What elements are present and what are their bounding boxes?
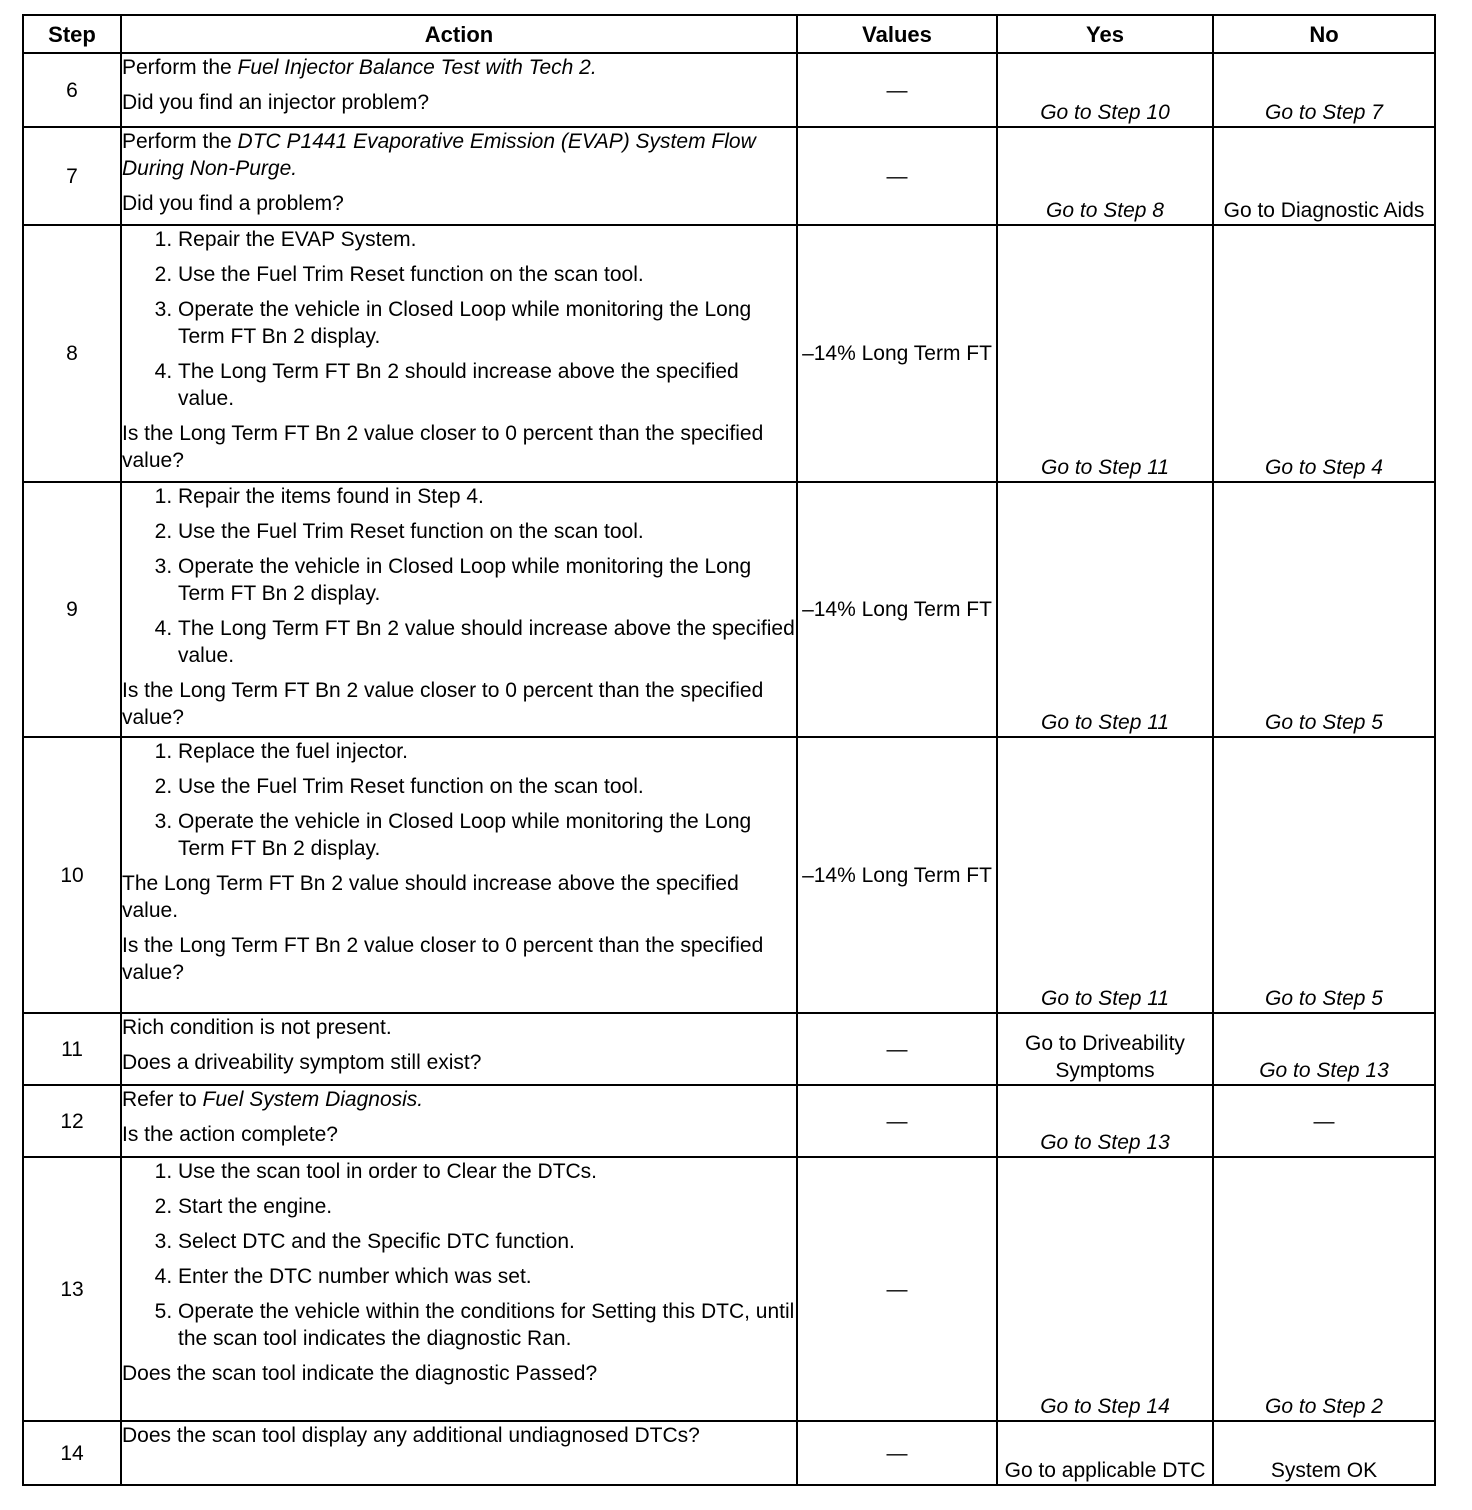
yes-link[interactable]: Go to Driveability Symptoms: [997, 1013, 1213, 1085]
action-cell: [121, 1421, 797, 1485]
action-text-plain: Perform the: [122, 130, 238, 153]
list-item: 3. Operate the vehicle in Closed Loop while monitoring the Long Term FT Bn 2 display.: [178, 808, 796, 862]
procedure-list: [122, 226, 796, 412]
table-row-step-13: [23, 1157, 1435, 1421]
diagnostic-table: [22, 14, 1436, 1486]
values-cell: —: [797, 1157, 997, 1421]
question-text: Is the Long Term FT Bn 2 value closer to 0 percent than the specified value?: [122, 934, 764, 984]
header-step: Step: [23, 15, 121, 53]
list-item: 2. Use the Fuel Trim Reset function on the scan tool.: [178, 773, 796, 800]
action-text: Rich condition is not present.: [122, 1016, 392, 1039]
list-item: 1. Repair the items found in Step 4.: [178, 483, 796, 510]
yes-link[interactable]: Go to Step 11: [997, 737, 1213, 1013]
list-item: 4. The Long Term FT Bn 2 value should increase above the specified value.: [178, 615, 796, 669]
header-row: [23, 15, 1435, 53]
list-item: 4. The Long Term FT Bn 2 should increase above the specified value.: [178, 358, 796, 412]
yes-link[interactable]: Go to Step 8: [997, 127, 1213, 225]
table-row-step-10: [23, 737, 1435, 1013]
step-number: 14: [23, 1421, 121, 1485]
question-text: Does the scan tool display any additional undiagnosed DTCs?: [122, 1424, 700, 1447]
list-item: 3. Operate the vehicle in Closed Loop while monitoring the Long Term FT Bn 2 display.: [178, 553, 796, 607]
yes-link[interactable]: Go to Step 10: [997, 53, 1213, 127]
no-link[interactable]: System OK: [1213, 1421, 1435, 1485]
step-number: 8: [23, 225, 121, 482]
no-link[interactable]: Go to Step 7: [1213, 53, 1435, 127]
table-row-step-9: [23, 482, 1435, 737]
list-item: 1. Repair the EVAP System.: [178, 226, 796, 253]
question-text: Is the Long Term FT Bn 2 value closer to 0 percent than the specified value?: [122, 422, 764, 472]
question-text: Did you find an injector problem?: [122, 91, 430, 114]
values-cell: –14% Long Term FT: [797, 737, 997, 1013]
step-number: 10: [23, 737, 121, 1013]
no-link[interactable]: Go to Step 2: [1213, 1157, 1435, 1421]
step-number: 7: [23, 127, 121, 225]
list-item: 2. Start the engine.: [178, 1193, 796, 1220]
yes-link[interactable]: Go to Step 11: [997, 225, 1213, 482]
action-cell: [121, 1085, 797, 1157]
step-number: 13: [23, 1157, 121, 1421]
no-link[interactable]: Go to Step 4: [1213, 225, 1435, 482]
list-item: 4. Enter the DTC number which was set.: [178, 1263, 796, 1290]
note-text: The Long Term FT Bn 2 value should increase above the specified value.: [122, 872, 739, 922]
no-link[interactable]: Go to Step 13: [1213, 1013, 1435, 1085]
values-cell: —: [797, 1013, 997, 1085]
procedure-reference: Fuel Injector Balance Test with Tech 2.: [237, 56, 597, 79]
values-cell: —: [797, 1085, 997, 1157]
table-row-step-12: [23, 1085, 1435, 1157]
procedure-reference: Fuel System Diagnosis.: [202, 1088, 424, 1111]
action-cell: [121, 225, 797, 482]
values-cell: –14% Long Term FT: [797, 482, 997, 737]
step-number: 9: [23, 482, 121, 737]
step-number: 11: [23, 1013, 121, 1085]
yes-link[interactable]: Go to Step 11: [997, 482, 1213, 737]
action-text-plain: Perform the: [122, 56, 238, 79]
procedure-list: [122, 1158, 796, 1352]
action-cell: [121, 53, 797, 127]
procedure-list: [122, 738, 796, 862]
no-link[interactable]: Go to Step 5: [1213, 482, 1435, 737]
list-item: 3. Select DTC and the Specific DTC function.: [178, 1228, 796, 1255]
list-item: 5. Operate the vehicle within the conditions for Setting this DTC, until the scan tool indicates the diagnostic Ran.: [178, 1298, 796, 1352]
header-no: No: [1213, 15, 1435, 53]
no-link[interactable]: Go to Diagnostic Aids: [1213, 127, 1435, 225]
question-text: Is the action complete?: [122, 1123, 338, 1146]
question-text: Is the Long Term FT Bn 2 value closer to 0 percent than the specified value?: [122, 679, 764, 729]
table-row-step-7: [23, 127, 1435, 225]
list-item: 1. Use the scan tool in order to Clear the DTCs.: [178, 1158, 796, 1185]
table-row-step-11: [23, 1013, 1435, 1085]
values-cell: —: [797, 127, 997, 225]
values-cell: –14% Long Term FT: [797, 225, 997, 482]
no-link[interactable]: Go to Step 5: [1213, 737, 1435, 1013]
procedure-reference: DTC P1441 Evaporative Emission (EVAP) System Flow During Non-Purge.: [122, 130, 756, 180]
yes-link[interactable]: Go to applicable DTC: [997, 1421, 1213, 1485]
header-action: Action: [121, 15, 797, 53]
table-row-step-6: [23, 53, 1435, 127]
question-text: Does a driveability symptom still exist?: [122, 1051, 482, 1074]
list-item: 2. Use the Fuel Trim Reset function on the scan tool.: [178, 261, 796, 288]
values-cell: —: [797, 53, 997, 127]
action-cell: [121, 1013, 797, 1085]
step-number: 6: [23, 53, 121, 127]
action-text: [122, 54, 796, 81]
action-cell: [121, 1157, 797, 1421]
action-text: [122, 1086, 796, 1113]
table-row-step-14: [23, 1421, 1435, 1485]
no-cell: —: [1213, 1085, 1435, 1157]
table-row-step-8: [23, 225, 1435, 482]
list-item: 2. Use the Fuel Trim Reset function on the scan tool.: [178, 518, 796, 545]
action-cell: [121, 127, 797, 225]
action-cell: [121, 737, 797, 1013]
yes-link[interactable]: Go to Step 13: [997, 1085, 1213, 1157]
action-text: [122, 128, 796, 182]
action-text-plain: Refer to: [122, 1088, 203, 1111]
list-item: 3. Operate the vehicle in Closed Loop while monitoring the Long Term FT Bn 2 display.: [178, 296, 796, 350]
procedure-list: [122, 483, 796, 669]
yes-link[interactable]: Go to Step 14: [997, 1157, 1213, 1421]
step-number: 12: [23, 1085, 121, 1157]
question-text: Did you find a problem?: [122, 192, 344, 215]
list-item: 1. Replace the fuel injector.: [178, 738, 796, 765]
header-values: Values: [797, 15, 997, 53]
values-cell: —: [797, 1421, 997, 1485]
question-text: Does the scan tool indicate the diagnostic Passed?: [122, 1362, 598, 1385]
action-cell: [121, 482, 797, 737]
header-yes: Yes: [997, 15, 1213, 53]
